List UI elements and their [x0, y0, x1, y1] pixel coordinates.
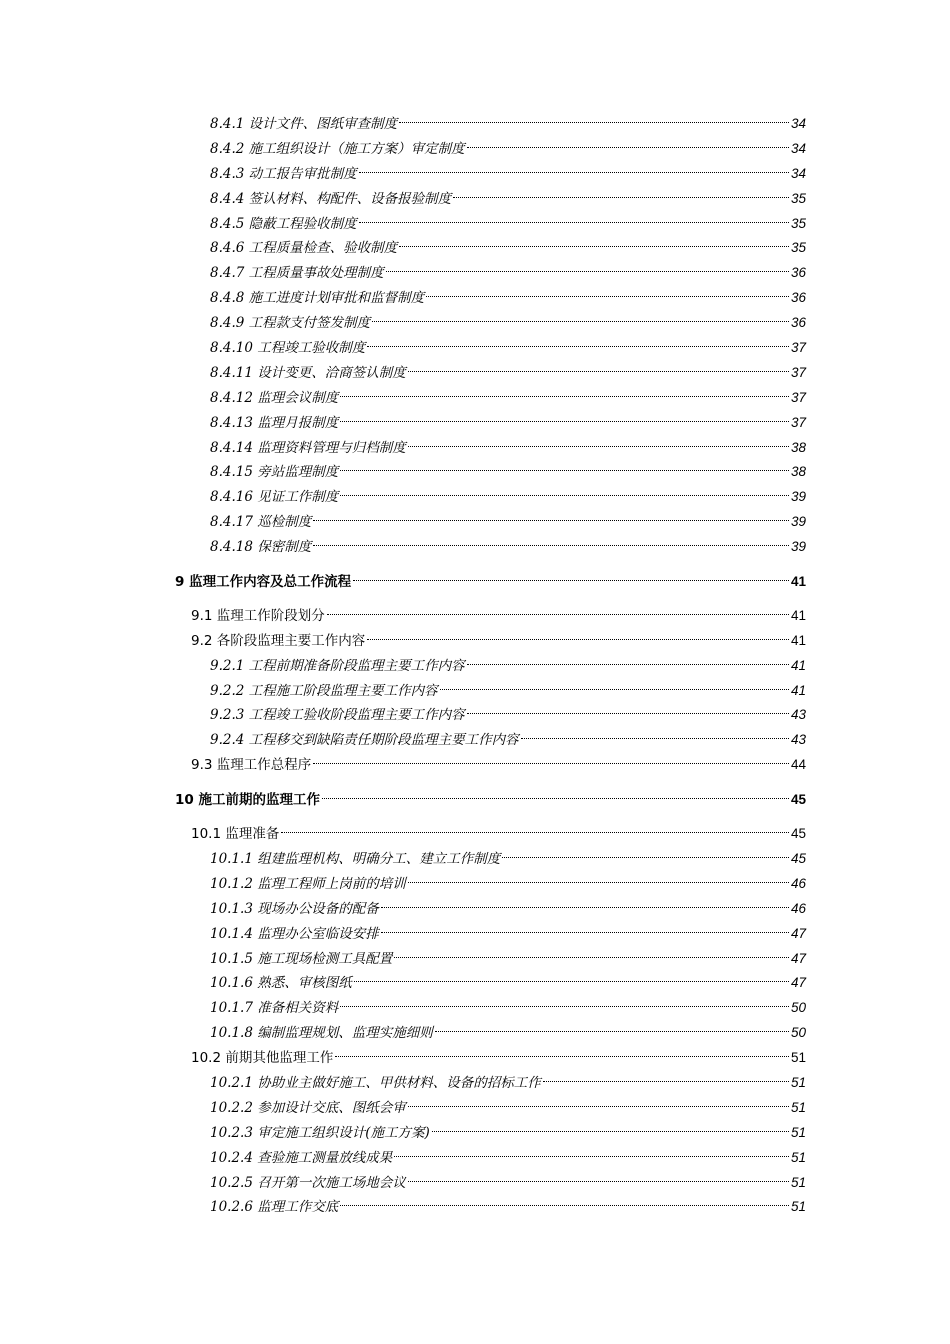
toc-entry-page-number: 50	[790, 1025, 806, 1041]
toc-entry[interactable]	[210, 436, 806, 461]
toc-dot-leader	[340, 396, 789, 397]
toc-dot-leader	[408, 1181, 789, 1182]
toc-entry[interactable]	[210, 361, 806, 386]
toc-entry[interactable]	[210, 535, 806, 560]
toc-dot-leader	[521, 738, 789, 739]
toc-entry-title: 8.4.18 保密制度	[210, 539, 312, 556]
toc-entry[interactable]	[210, 261, 806, 286]
toc-dot-leader	[281, 832, 789, 833]
toc-dot-leader	[340, 470, 789, 471]
toc-dot-leader	[322, 798, 789, 799]
toc-entry[interactable]	[210, 654, 806, 679]
toc-entry-page-number: 36	[790, 315, 806, 331]
toc-entry[interactable]	[210, 162, 806, 187]
toc-dot-leader	[340, 495, 789, 496]
toc-entry[interactable]	[210, 311, 806, 336]
toc-entry-title: 10.2.1 协助业主做好施工、甲供材料、设备的招标工作	[210, 1074, 541, 1091]
toc-dot-leader	[399, 122, 789, 123]
toc-dot-leader	[467, 147, 789, 148]
toc-dot-leader	[313, 520, 789, 521]
toc-entry-page-number: 34	[790, 140, 806, 156]
toc-entry[interactable]	[210, 728, 806, 753]
toc-entry-page-number: 41	[790, 657, 806, 673]
toc-dot-leader	[394, 957, 789, 958]
toc-entry-title: 9.2.3 工程竣工验收阶段监理主要工作内容	[210, 707, 465, 724]
toc-entry[interactable]	[210, 1121, 806, 1146]
toc-entry-page-number: 41	[790, 573, 806, 589]
toc-dot-leader	[354, 981, 789, 982]
toc-entry-page-number: 35	[790, 190, 806, 206]
toc-entry-title: 10.2.5 召开第一次施工场地会议	[210, 1174, 406, 1191]
toc-entry[interactable]	[210, 1096, 806, 1121]
toc-dot-leader	[381, 907, 789, 908]
toc-entry-title: 8.4.15 旁站监理制度	[210, 464, 339, 481]
toc-entry-title: 9.2.4 工程移交到缺陷责任期阶段监理主要工作内容	[210, 732, 519, 749]
toc-entry-title: 10.2.6 监理工作交底	[210, 1199, 339, 1216]
toc-entry-title: 8.4.8 施工进度计划审批和监督制度	[210, 290, 425, 307]
toc-entry-title: 10.1.8 编制监理规划、监理实施细则	[210, 1025, 433, 1042]
toc-entry-page-number: 47	[790, 925, 806, 941]
toc-entry-page-number: 37	[790, 364, 806, 380]
toc-entry-title: 8.4.11 设计变更、洽商签认制度	[210, 364, 406, 381]
toc-entry-page-number: 37	[790, 340, 806, 356]
toc-entry-title: 10.1.7 准备相关资料	[210, 1000, 339, 1017]
toc-entry[interactable]	[210, 1021, 806, 1046]
toc-entry-page-number: 51	[790, 1199, 806, 1215]
toc-entry-page-number: 36	[790, 290, 806, 306]
toc-entry[interactable]	[210, 872, 806, 897]
toc-entry[interactable]	[210, 112, 806, 137]
toc-dot-leader	[359, 222, 789, 223]
toc-dot-leader	[359, 172, 789, 173]
toc-entry-page-number: 46	[790, 875, 806, 891]
toc-dot-leader	[381, 932, 789, 933]
toc-entry-page-number: 43	[790, 732, 806, 748]
toc-dot-leader	[367, 346, 789, 347]
toc-entry-page-number: 34	[790, 165, 806, 181]
toc-entry-page-number: 51	[790, 1124, 806, 1140]
toc-entry-page-number: 39	[790, 514, 806, 530]
toc-entry-title: 10.2.3 审定施工组织设计(施工方案)	[210, 1124, 430, 1141]
toc-entry-title: 10.1.2 监理工程师上岗前的培训	[210, 875, 406, 892]
toc-entry[interactable]	[210, 897, 806, 922]
toc-entry[interactable]	[210, 236, 806, 261]
toc-entry-page-number: 51	[790, 1050, 806, 1066]
toc-entry[interactable]	[191, 822, 806, 847]
toc-entry[interactable]	[210, 922, 806, 947]
toc-entry-page-number: 47	[790, 975, 806, 991]
toc-entry[interactable]	[210, 510, 806, 535]
toc-dot-leader	[467, 713, 789, 714]
toc-entry-title: 10.2.4 查验施工测量放线成果	[210, 1149, 393, 1166]
toc-entry-page-number: 45	[790, 791, 806, 807]
toc-dot-leader	[327, 614, 789, 615]
toc-dot-leader	[453, 197, 789, 198]
toc-entry-title: 8.4.16 见证工作制度	[210, 489, 339, 506]
toc-dot-leader	[440, 689, 789, 690]
toc-entry-page-number: 41	[790, 632, 806, 648]
toc-entry[interactable]	[210, 1146, 806, 1171]
toc-dot-leader	[313, 763, 789, 764]
toc-entry-page-number: 44	[790, 757, 806, 773]
toc-entry[interactable]	[210, 703, 806, 728]
toc-entry-title: 10.2 前期其他监理工作	[191, 1050, 334, 1067]
toc-entry[interactable]	[210, 460, 806, 485]
toc-entry-title: 8.4.17 巡检制度	[210, 514, 312, 531]
toc-entry-page-number: 35	[790, 215, 806, 231]
toc-dot-leader	[432, 1131, 789, 1132]
toc-entry[interactable]	[210, 847, 806, 872]
toc-entry-page-number: 41	[790, 607, 806, 623]
toc-entry-title: 8.4.6 工程质量检查、验收制度	[210, 240, 398, 257]
toc-entry[interactable]	[210, 679, 806, 704]
toc-entry-page-number: 45	[790, 850, 806, 866]
toc-dot-leader	[353, 580, 789, 581]
toc-dot-leader	[408, 371, 789, 372]
toc-dot-leader	[435, 1031, 789, 1032]
toc-entry[interactable]	[210, 1171, 806, 1196]
toc-entry-page-number: 45	[790, 826, 806, 842]
toc-entry-title: 10.1.3 现场办公设备的配备	[210, 900, 379, 917]
toc-dot-leader	[502, 857, 789, 858]
toc-entry-page-number: 47	[790, 950, 806, 966]
toc-entry[interactable]	[191, 629, 806, 654]
toc-dot-leader	[386, 271, 789, 272]
toc-entry-title: 10.1.1 组建监理机构、明确分工、建立工作制度	[210, 850, 501, 867]
toc-entry-title: 8.4.10 工程竣工验收制度	[210, 340, 366, 357]
toc-entry-page-number: 51	[790, 1074, 806, 1090]
toc-entry-page-number: 37	[790, 389, 806, 405]
toc-entry-title: 10.1.6 熟悉、审核图纸	[210, 975, 352, 992]
toc-entry-title: 9.2.2 工程施工阶段监理主要工作内容	[210, 682, 438, 699]
toc-entry[interactable]	[210, 1071, 806, 1096]
toc-entry-page-number: 36	[790, 265, 806, 281]
toc-entry-title: 8.4.5 隐蔽工程验收制度	[210, 215, 357, 232]
toc-entry-page-number: 51	[790, 1099, 806, 1115]
toc-entry-title: 10.1 监理准备	[191, 826, 280, 843]
toc-entry[interactable]	[210, 971, 806, 996]
toc-entry-title: 10.1.4 监理办公室临设安排	[210, 925, 379, 942]
toc-dot-leader	[394, 1156, 789, 1157]
toc-entry-title: 8.4.2 施工组织设计（施工方案）审定制度	[210, 140, 465, 157]
toc-dot-leader	[543, 1081, 789, 1082]
toc-entry-title: 9.2.1 工程前期准备阶段监理主要工作内容	[210, 657, 465, 674]
toc-entry[interactable]	[210, 411, 806, 436]
toc-entry-page-number: 39	[790, 489, 806, 505]
toc-entry-page-number: 46	[790, 900, 806, 916]
toc-entry[interactable]	[191, 1046, 806, 1071]
toc-entry-title: 9.2 各阶段监理主要工作内容	[191, 632, 366, 649]
toc-entry-title: 8.4.14 监理资料管理与归档制度	[210, 439, 406, 456]
toc-dot-leader	[408, 1106, 789, 1107]
toc-entry-title: 9.1 监理工作阶段划分	[191, 607, 325, 624]
toc-entry[interactable]	[191, 604, 806, 629]
toc-entry-title: 10.2.2 参加设计交底、图纸会审	[210, 1099, 406, 1116]
toc-entry-title: 9 监理工作内容及总工作流程	[175, 573, 352, 590]
toc-dot-leader	[372, 321, 789, 322]
toc-entry[interactable]	[210, 137, 806, 162]
toc-entry-title: 10 施工前期的监理工作	[175, 791, 320, 808]
toc-dot-leader	[408, 882, 789, 883]
toc-entry-title: 8.4.7 工程质量事故处理制度	[210, 265, 384, 282]
toc-entry-page-number: 34	[790, 116, 806, 131]
toc-entry[interactable]	[210, 1195, 806, 1220]
toc-dot-leader	[426, 296, 789, 297]
toc-entry[interactable]	[210, 996, 806, 1021]
toc-dot-leader	[340, 421, 789, 422]
toc-entry[interactable]	[210, 286, 806, 311]
toc-entry-page-number: 43	[790, 707, 806, 723]
toc-entry-page-number: 51	[790, 1149, 806, 1165]
toc-entry-page-number: 41	[790, 682, 806, 698]
toc-entry[interactable]	[175, 788, 806, 813]
toc-entry-page-number: 38	[790, 464, 806, 480]
toc-entry-page-number: 38	[790, 439, 806, 455]
toc-entry-page-number: 35	[790, 240, 806, 256]
toc-entry[interactable]	[175, 570, 806, 595]
toc-entry-page-number: 51	[790, 1174, 806, 1190]
toc-entry-title: 9.3 监理工作总程序	[191, 757, 312, 774]
toc-entry[interactable]	[210, 947, 806, 972]
toc-dot-leader	[340, 1205, 789, 1206]
toc-entry-page-number: 39	[790, 539, 806, 555]
toc-entry[interactable]	[210, 336, 806, 361]
toc-entry-page-number: 50	[790, 1000, 806, 1016]
toc-entry-title: 8.4.9 工程款支付签发制度	[210, 315, 371, 332]
toc-entry-page-number: 37	[790, 414, 806, 430]
toc-dot-leader	[399, 246, 789, 247]
toc-entry[interactable]	[210, 485, 806, 510]
toc-entry-title: 8.4.1 设计文件、图纸审查制度	[210, 116, 398, 132]
toc-entry[interactable]	[191, 753, 806, 778]
toc-dot-leader	[408, 446, 789, 447]
toc-entry[interactable]	[210, 187, 806, 212]
toc-dot-leader	[340, 1006, 789, 1007]
toc-dot-leader	[313, 545, 789, 546]
toc-dot-leader	[367, 639, 789, 640]
toc-dot-leader	[467, 664, 789, 665]
toc-entry-title: 8.4.13 监理月报制度	[210, 414, 339, 431]
toc-entry-title: 8.4.12 监理会议制度	[210, 389, 339, 406]
toc-entry-title: 10.1.5 施工现场检测工具配置	[210, 950, 393, 967]
toc-entry-title: 8.4.3 动工报告审批制度	[210, 165, 357, 182]
table-of-contents	[0, 112, 950, 1220]
toc-entry[interactable]	[210, 386, 806, 411]
toc-entry-title: 8.4.4 签认材料、构配件、设备报验制度	[210, 190, 452, 207]
toc-dot-leader	[335, 1056, 789, 1057]
toc-entry[interactable]	[210, 212, 806, 237]
